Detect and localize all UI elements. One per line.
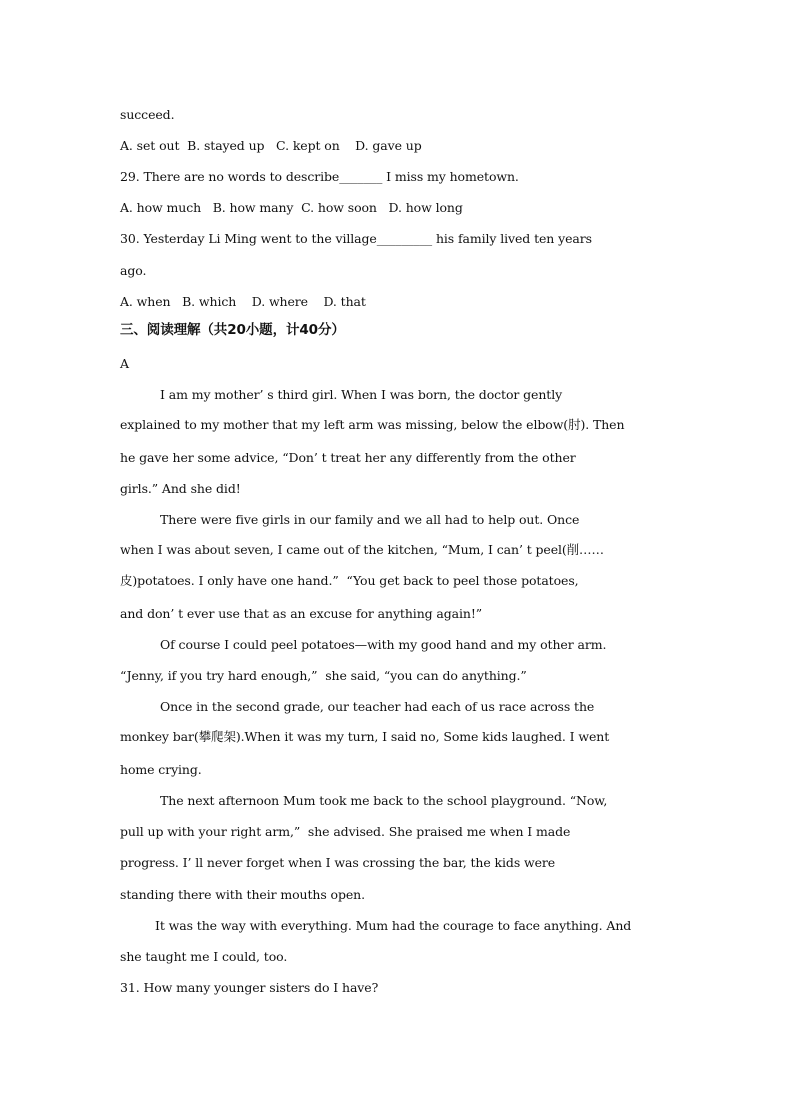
passage-line: Of course I could peel potatoes—with my good hand and my other arm. bbox=[160, 637, 607, 652]
passage-line: Once in the second grade, our teacher had each of us race across the bbox=[160, 699, 595, 714]
passage-line: There were five girls in our family and we all had to help out. Once bbox=[160, 512, 580, 527]
passage-line: pull up with your right arm,” she advised. She praised me when I made bbox=[120, 824, 571, 839]
passage-line: when I was about seven, I came out of the kitchen, “Mum, I can’ t peel(削…… bbox=[120, 542, 604, 557]
passage-line: The next afternoon Mum took me back to the school playground. “Now, bbox=[160, 793, 608, 808]
q30-stem-continued: ago. bbox=[120, 263, 147, 278]
passage-line: he gave her some advice, “Don’ t treat her any differently from the other bbox=[120, 450, 576, 465]
q29-stem: 29. There are no words to describe_______ I miss my hometown. bbox=[120, 169, 519, 184]
passage-line: I am my mother’ s third girl. When I was born, the doctor gently bbox=[160, 387, 563, 402]
passage-line: It was the way with everything. Mum had the courage to face anything. And bbox=[155, 918, 632, 933]
q28-tail: succeed. bbox=[120, 107, 175, 122]
passage-line: monkey bar(攀爬架).When it was my turn, I said no, Some kids laughed. I went bbox=[120, 729, 610, 744]
passage-line: and don’ t ever use that as an excuse for anything again!” bbox=[120, 606, 483, 621]
q30-stem: 30. Yesterday Li Ming went to the village_________ his family lived ten years bbox=[120, 231, 592, 246]
passage-line: she taught me I could, too. bbox=[120, 949, 288, 964]
passage-line: 皮)potatoes. I only have one hand.” “You get back to peel those potatoes, bbox=[120, 573, 579, 588]
passage-line: home crying. bbox=[120, 762, 202, 777]
passage-label: A bbox=[120, 356, 129, 371]
passage-line: progress. I’ ll never forget when I was crossing the bar, the kids were bbox=[120, 855, 556, 870]
section-heading: 三、阅读理解（共20小题，计40分） bbox=[120, 322, 345, 338]
q28-options: A. set out B. stayed up C. kept on D. gave up bbox=[120, 138, 422, 153]
q31-stem: 31. How many younger sisters do I have? bbox=[120, 980, 379, 995]
q29-options: A. how much B. how many C. how soon D. how long bbox=[120, 200, 463, 215]
passage-line: girls.” And she did! bbox=[120, 481, 241, 496]
passage-line: explained to my mother that my left arm was missing, below the elbow(肘). Then bbox=[120, 417, 625, 432]
passage-line: “Jenny, if you try hard enough,” she said, “you can do anything.” bbox=[120, 668, 527, 683]
passage-line: standing there with their mouths open. bbox=[120, 887, 365, 902]
q30-options: A. when B. which D. where D. that bbox=[120, 294, 366, 309]
